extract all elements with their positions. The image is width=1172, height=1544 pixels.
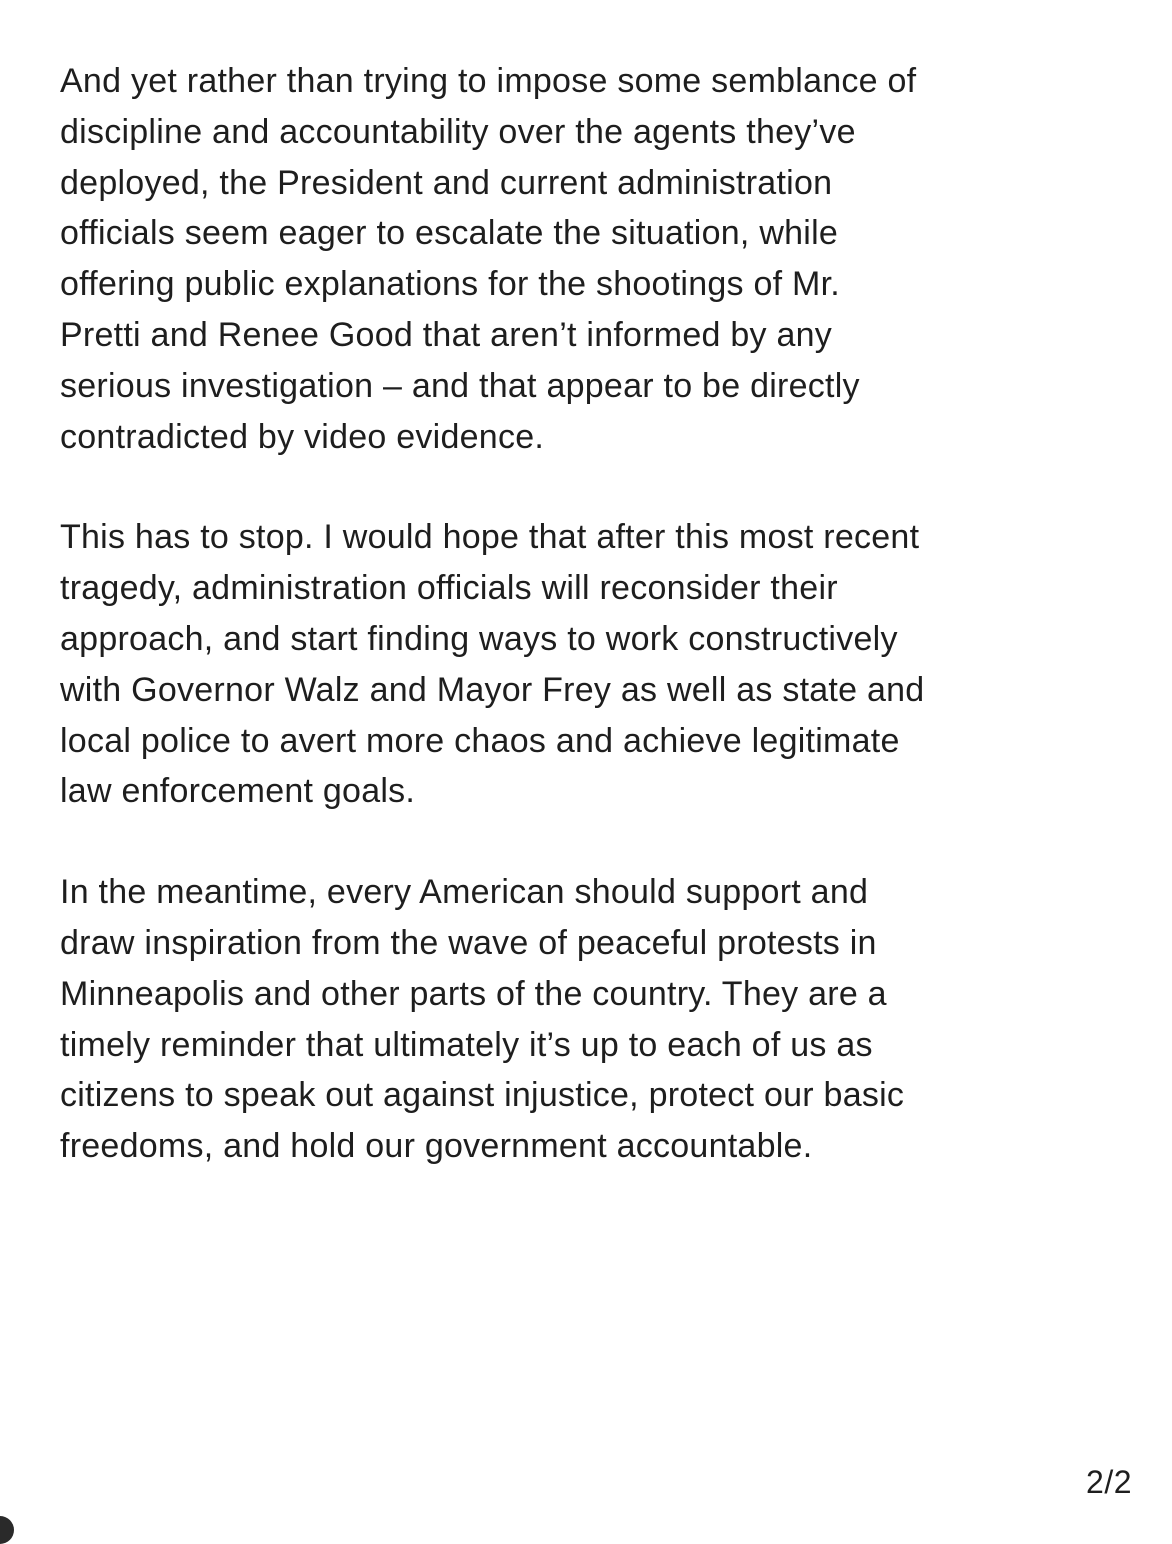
text-line: This has to stop. I would hope that after this most recent xyxy=(60,518,920,557)
paragraph-1 xyxy=(60,56,1100,462)
text-line: And yet rather than trying to impose some semblance of xyxy=(60,62,917,100)
text-line: draw inspiration from the wave of peaceful protests in xyxy=(60,923,877,962)
text-line: In the meantime, every American should support and xyxy=(60,873,869,912)
text-line: with Governor Walz and Mayor Frey as well as state and xyxy=(60,670,925,709)
corner-dot-icon xyxy=(0,1516,14,1544)
text-line: serious investigation – and that appear to be directly xyxy=(60,366,860,405)
text-line: freedoms, and hold our government accountable. xyxy=(60,1127,813,1166)
text-line: citizens to speak out against injustice, protect our basic xyxy=(60,1076,905,1115)
page-number: 2/2 xyxy=(1086,1464,1132,1500)
text-line: contradicted by video evidence. xyxy=(60,417,545,456)
text-line: officials seem eager to escalate the situation, while xyxy=(60,214,839,253)
statement-body xyxy=(60,56,1100,1222)
text-line: law enforcement goals. xyxy=(60,772,416,811)
text-line: tragedy, administration officials will reconsider their xyxy=(60,569,838,608)
paragraph-2 xyxy=(60,512,1100,817)
paragraph-3 xyxy=(60,867,1100,1172)
text-line: deployed, the President and current administration xyxy=(60,163,833,202)
text-line: discipline and accountability over the agents they’ve xyxy=(60,112,856,151)
text-line: timely reminder that ultimately it’s up to each of us as xyxy=(60,1025,873,1064)
text-line: offering public explanations for the shootings of Mr. xyxy=(60,265,840,304)
text-line: Minneapolis and other parts of the country. They are a xyxy=(60,974,887,1013)
text-line: local police to avert more chaos and achieve legitimate xyxy=(60,721,900,760)
text-line: approach, and start finding ways to work constructively xyxy=(60,619,898,658)
text-line: Pretti and Renee Good that aren’t informed by any xyxy=(60,315,833,354)
